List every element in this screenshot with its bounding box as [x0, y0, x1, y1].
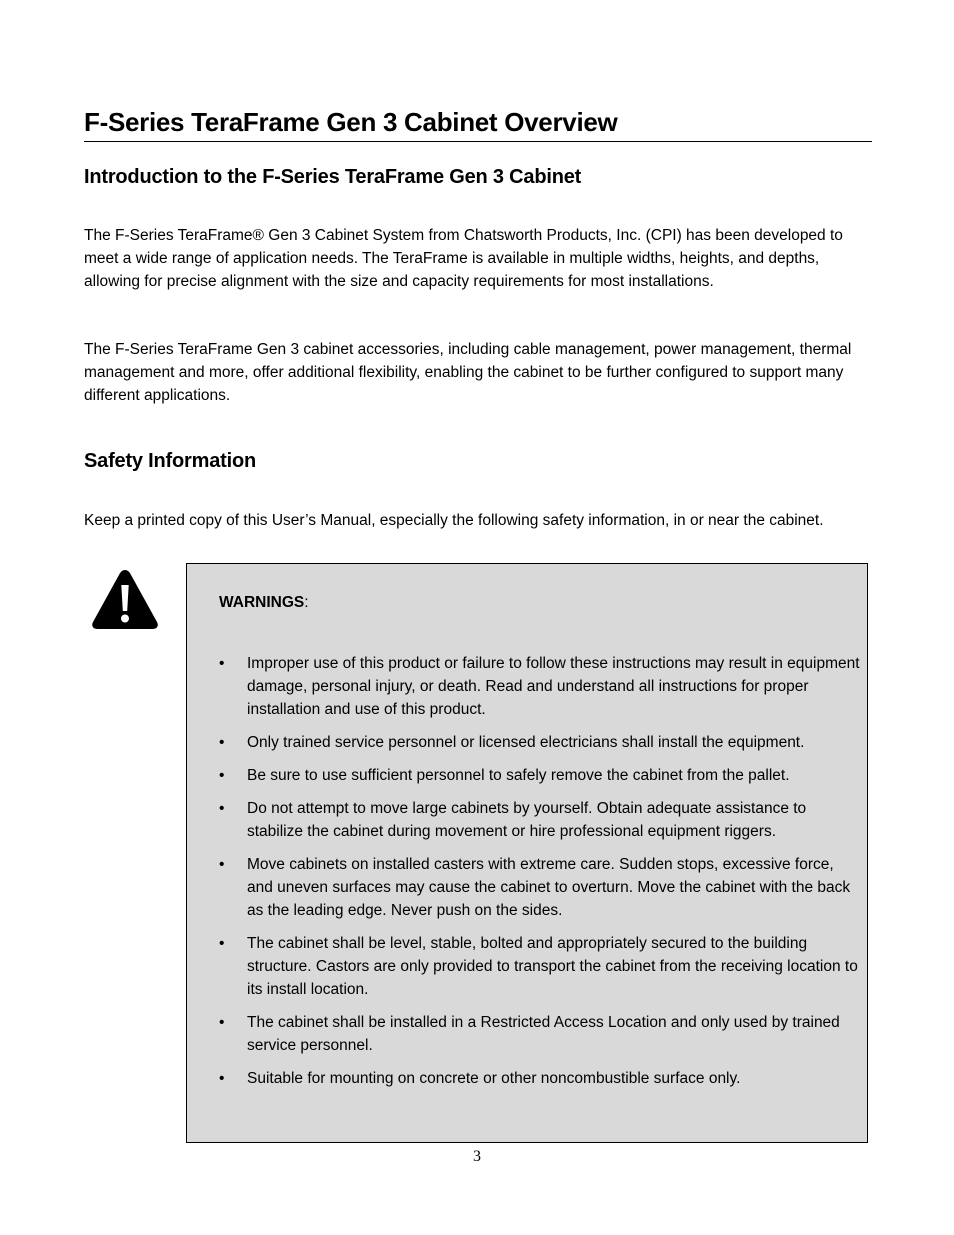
- warning-text: Be sure to use sufficient personnel to safely remove the cabinet from the pallet.: [247, 767, 790, 784]
- warning-item: [219, 764, 861, 787]
- intro-paragraph-1: The F-Series TeraFrame® Gen 3 Cabinet System from Chatsworth Products, Inc. (CPI) has been developed to meet a wide range of application needs. The TeraFrame is available in multiple widths, heights, and depths, allowing for precise alignment with the size and capacity requirements for most installations.: [84, 227, 843, 290]
- safety-paragraph: Keep a printed copy of this User’s Manual, especially the following safety information, in or near the cabinet.: [84, 512, 824, 529]
- warning-text: Suitable for mounting on concrete or other noncombustible surface only.: [247, 1070, 741, 1087]
- warnings-list: [219, 652, 861, 1100]
- bullet: •: [219, 1014, 225, 1031]
- warning-triangle-icon: [90, 567, 160, 631]
- page-title: F-Series TeraFrame Gen 3 Cabinet Overview: [84, 105, 872, 142]
- intro-heading: Introduction to the F-Series TeraFrame Gen 3 Cabinet: [84, 166, 582, 188]
- bullet: •: [219, 800, 225, 817]
- bullet: •: [219, 1070, 225, 1087]
- warning-text: Only trained service personnel or licensed electricians shall install the equipment.: [247, 734, 805, 751]
- warning-text: Do not attempt to move large cabinets by yourself. Obtain adequate assistance to stabilize the cabinet during movement or hire professional equipment riggers.: [247, 800, 807, 840]
- warning-text: Move cabinets on installed casters with extreme care. Sudden stops, excessive force, and uneven surfaces may cause the cabinet to overturn. Move the cabinet with the back as the leading edge. Never push on the sides.: [247, 856, 851, 919]
- warnings-box: [186, 563, 868, 1143]
- bullet: •: [219, 767, 225, 784]
- warning-item: [219, 853, 861, 922]
- page-number: 3: [473, 1148, 481, 1165]
- warning-item: [219, 1067, 861, 1090]
- warning-item: [219, 797, 861, 843]
- bullet: •: [219, 655, 225, 672]
- intro-paragraph-2: The F-Series TeraFrame Gen 3 cabinet accessories, including cable management, power management, thermal management and more, offer additional flexibility, enabling the cabinet to be further configured to support many different applications.: [84, 341, 852, 404]
- warning-text: The cabinet shall be installed in a Restricted Access Location and only used by trained service personnel.: [247, 1014, 840, 1054]
- warnings-title-label: WARNINGS: [219, 594, 305, 611]
- warning-text: Improper use of this product or failure to follow these instructions may result in equipment damage, personal injury, or death. Read and understand all instructions for proper installation and use of this product.: [247, 655, 860, 718]
- bullet: •: [219, 856, 225, 873]
- bullet: •: [219, 734, 225, 751]
- bullet: •: [219, 935, 225, 952]
- warning-item: [219, 652, 861, 721]
- warning-item: [219, 1011, 861, 1057]
- safety-heading: Safety Information: [84, 450, 256, 472]
- warnings-title-colon: :: [304, 594, 309, 611]
- warnings-title: [219, 592, 309, 614]
- warning-text: The cabinet shall be level, stable, bolted and appropriately secured to the building structure. Castors are only provided to transport the cabinet from the receiving location to its install location.: [247, 935, 858, 998]
- warning-item: [219, 932, 861, 1001]
- warning-item: [219, 731, 861, 754]
